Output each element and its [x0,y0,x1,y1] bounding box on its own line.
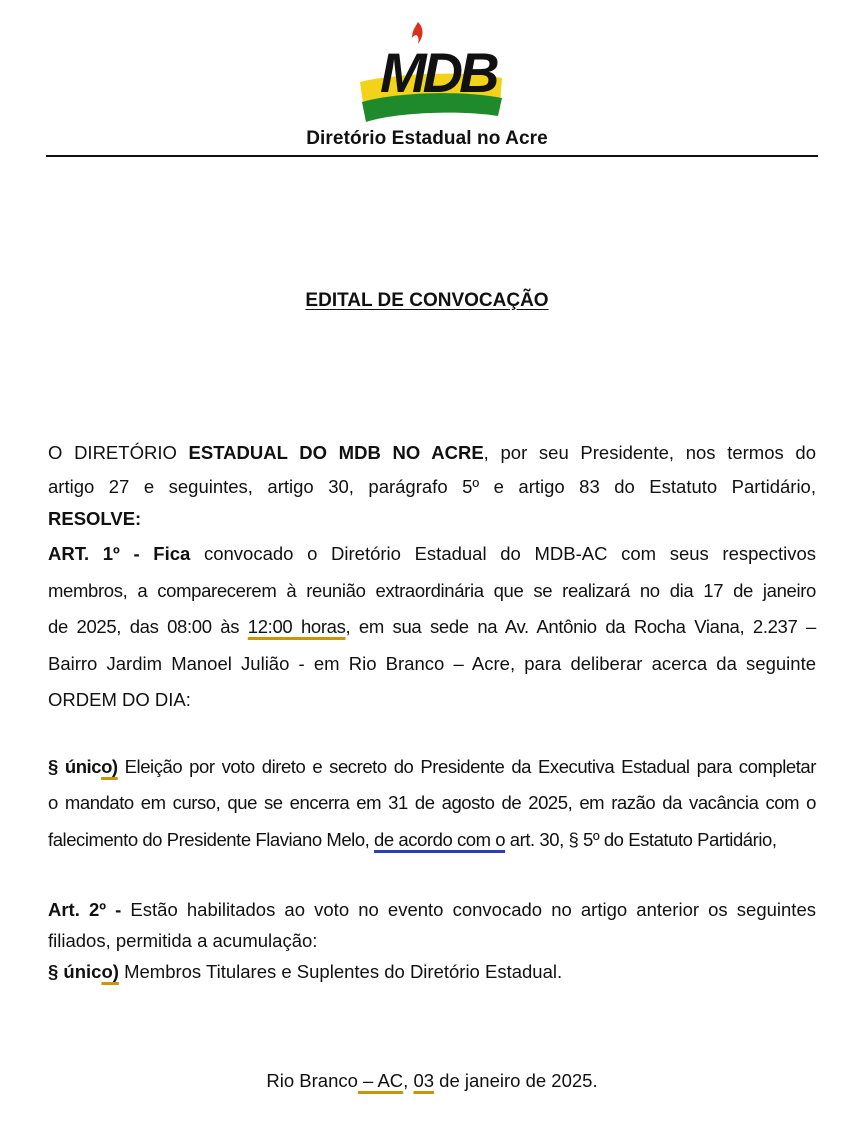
grammar-underline-phrase: de acordo com o [374,828,506,850]
article-1: ART. 1º - Fica convocado o Diretório Estadual do MDB-AC com seus respectivos membros, a comparecerem à reunião extraordinária que se realizará no dia 17 de janeiro de 2025, das 08:00 às 12:00 horas, em sua sede na Av. Antônio da Rocha Viana, 2.237 – Bairro Jardim Manoel Julião - em Rio Branco – Acre, para deliberar acerca da seguinte ORDEM DO DIA: [48,543,816,710]
intro-paragraph: O DIRETÓRIO ESTADUAL DO MDB NO ACRE, por seu Presidente, nos termos do artigo 27 e seguintes, artigo 30, parágrafo 5º e artigo 83 do Estatuto Partidário, RESOLVE: [48,436,816,536]
org-name: Diretório Estadual no Acre [306,128,548,149]
header-divider [46,155,818,157]
spell-underline-label-2: o) [101,961,119,982]
logo-text: MDB [380,41,496,104]
article-2-label: Art. 2º - [48,899,122,920]
spell-underline-label: o) [101,755,118,777]
article-2: Art. 2º - Estão habilitados ao voto no evento convocado no artigo anterior os seguintes filiados, permitida a acumulação: § único) Membros Titulares e Suplentes do Diretório Estadual. [48,899,816,982]
document-title: EDITAL DE CONVOCAÇÃO [305,290,549,311]
document-body [48,436,816,987]
spell-underline-time: 12:00 horas [247,616,346,637]
article-1-sole-paragraph: § único) Eleição por voto direto e secreto do Presidente da Executiva Estadual para completar o mandato em curso, que se encerra em 31 de agosto de 2025, em razão da vacância com o falecimento do Presidente Flaviano Melo, de acordo com o art. 30, § 5º do Estatuto Partidário, [48,755,816,850]
mdb-logo [352,14,504,126]
resolve-label: RESOLVE: [48,508,142,529]
place-and-date: Rio Branco – AC, 03 de janeiro de 2025. [266,1070,598,1091]
article-1-label: ART. 1º - Fica [48,543,191,564]
